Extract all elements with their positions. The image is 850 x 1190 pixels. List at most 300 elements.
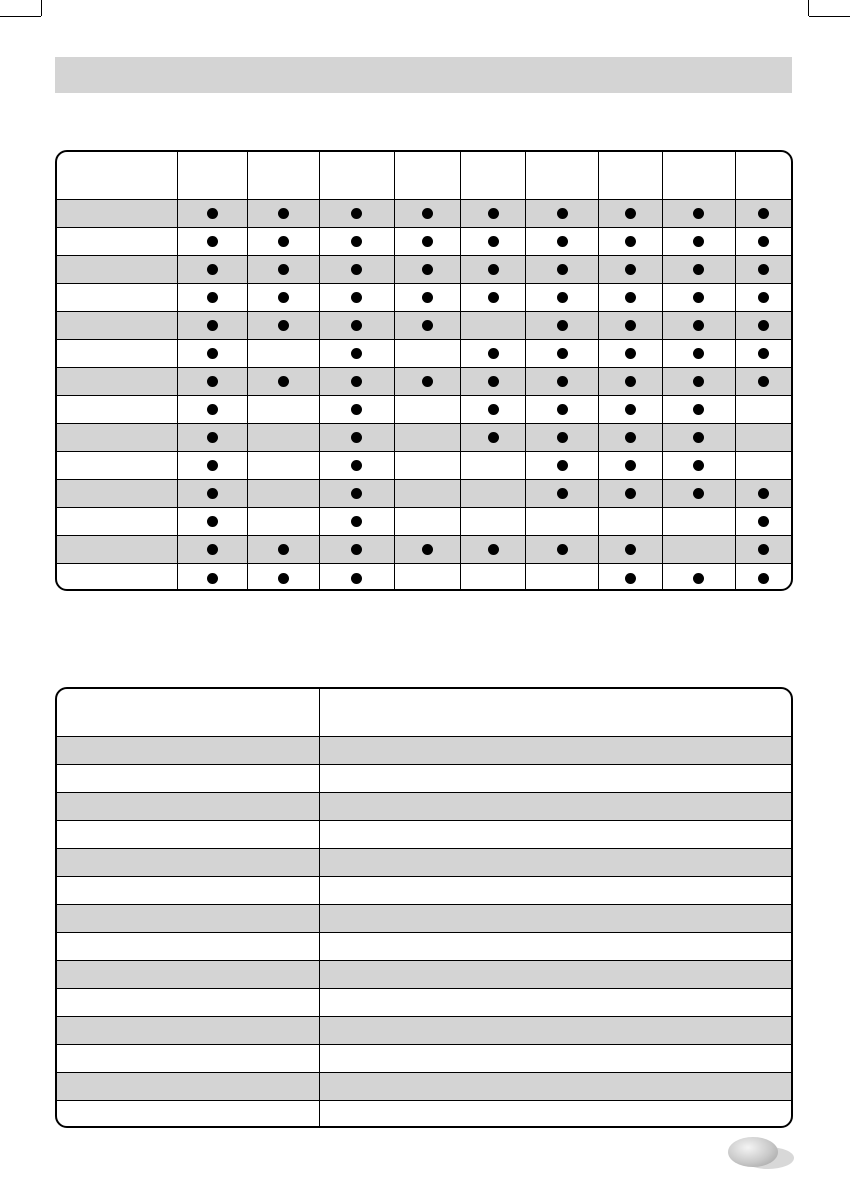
description-term-cell xyxy=(57,764,320,792)
bullet-dot-icon xyxy=(351,320,362,331)
bullet-dot-icon xyxy=(422,292,433,303)
bullet-dot-icon xyxy=(278,208,289,219)
description-term-cell xyxy=(57,1044,320,1072)
features-cell xyxy=(177,479,248,507)
bullet-dot-icon xyxy=(625,292,636,303)
bullet-dot-icon xyxy=(278,544,289,555)
features-cell xyxy=(599,339,663,367)
features-cell xyxy=(461,423,526,451)
features-row-label xyxy=(57,395,177,423)
description-table xyxy=(55,687,793,1128)
description-term-cell xyxy=(57,932,320,960)
bullet-dot-icon xyxy=(207,573,218,584)
description-row xyxy=(57,960,791,988)
features-cell xyxy=(599,563,663,591)
features-row xyxy=(57,255,791,283)
features-cell xyxy=(319,563,394,591)
features-column-header xyxy=(177,152,248,199)
bullet-dot-icon xyxy=(758,376,769,387)
features-cell xyxy=(735,339,791,367)
features-column-header xyxy=(394,152,461,199)
description-text-cell xyxy=(320,792,791,820)
features-cell xyxy=(525,423,599,451)
features-cell xyxy=(177,507,248,535)
description-row xyxy=(57,932,791,960)
description-term-cell xyxy=(57,792,320,820)
features-column-header xyxy=(525,152,599,199)
features-cell xyxy=(599,227,663,255)
bullet-dot-icon xyxy=(207,208,218,219)
features-cell xyxy=(394,199,461,227)
features-cell xyxy=(248,367,320,395)
bullet-dot-icon xyxy=(693,348,704,359)
features-cell xyxy=(663,563,736,591)
bullet-dot-icon xyxy=(207,320,218,331)
features-cell xyxy=(461,507,526,535)
features-cell xyxy=(177,423,248,451)
features-column-header xyxy=(319,152,394,199)
bullet-dot-icon xyxy=(693,292,704,303)
features-cell xyxy=(525,367,599,395)
features-column-header xyxy=(735,152,791,199)
features-cell xyxy=(177,255,248,283)
bullet-dot-icon xyxy=(625,348,636,359)
features-cell xyxy=(177,283,248,311)
features-cell xyxy=(394,283,461,311)
features-cell xyxy=(735,507,791,535)
features-cell xyxy=(663,367,736,395)
bullet-dot-icon xyxy=(351,292,362,303)
description-row xyxy=(57,736,791,764)
features-cell xyxy=(394,423,461,451)
features-cell xyxy=(248,199,320,227)
features-cell xyxy=(248,479,320,507)
description-header-left xyxy=(57,689,320,736)
description-text-cell xyxy=(320,1016,791,1044)
bullet-dot-icon xyxy=(758,264,769,275)
bullet-dot-icon xyxy=(693,432,704,443)
features-cell xyxy=(735,227,791,255)
description-row xyxy=(57,848,791,876)
description-text-cell xyxy=(320,764,791,792)
features-cell xyxy=(461,563,526,591)
features-cell xyxy=(599,395,663,423)
features-cell xyxy=(394,395,461,423)
features-cell xyxy=(319,535,394,563)
features-row-label xyxy=(57,227,177,255)
bullet-dot-icon xyxy=(207,488,218,499)
description-row xyxy=(57,1100,791,1128)
features-cell xyxy=(248,227,320,255)
bullet-dot-icon xyxy=(625,320,636,331)
bullet-dot-icon xyxy=(422,376,433,387)
bullet-dot-icon xyxy=(488,432,499,443)
features-row-label xyxy=(57,451,177,479)
bullet-dot-icon xyxy=(207,460,218,471)
features-cell xyxy=(248,255,320,283)
features-cell xyxy=(394,255,461,283)
features-cell xyxy=(599,479,663,507)
bullet-dot-icon xyxy=(207,236,218,247)
features-cell xyxy=(525,479,599,507)
features-row-label xyxy=(57,255,177,283)
bullet-dot-icon xyxy=(207,348,218,359)
bullet-dot-icon xyxy=(488,208,499,219)
bullet-dot-icon xyxy=(625,488,636,499)
features-cell xyxy=(461,479,526,507)
features-cell xyxy=(248,283,320,311)
description-term-cell xyxy=(57,736,320,764)
features-row xyxy=(57,451,791,479)
features-row xyxy=(57,227,791,255)
features-cell xyxy=(177,227,248,255)
features-cell xyxy=(248,311,320,339)
features-cell xyxy=(599,367,663,395)
features-cell xyxy=(394,311,461,339)
features-row xyxy=(57,479,791,507)
bullet-dot-icon xyxy=(625,460,636,471)
features-cell xyxy=(525,535,599,563)
bullet-dot-icon xyxy=(693,460,704,471)
crop-mark-left-vertical xyxy=(41,0,42,16)
features-cell xyxy=(525,199,599,227)
bullet-dot-icon xyxy=(278,292,289,303)
bullet-dot-icon xyxy=(422,544,433,555)
features-cell xyxy=(663,311,736,339)
features-cell xyxy=(599,283,663,311)
features-cell xyxy=(177,451,248,479)
features-cell xyxy=(663,227,736,255)
features-cell xyxy=(599,255,663,283)
description-header-row xyxy=(57,689,791,736)
features-cell xyxy=(735,535,791,563)
features-cell xyxy=(663,283,736,311)
features-cell xyxy=(461,535,526,563)
description-row xyxy=(57,1016,791,1044)
bullet-dot-icon xyxy=(488,292,499,303)
features-cell xyxy=(735,199,791,227)
bullet-dot-icon xyxy=(693,236,704,247)
bullet-dot-icon xyxy=(351,348,362,359)
features-row-label xyxy=(57,311,177,339)
features-row-label xyxy=(57,479,177,507)
crop-mark-right-horizontal xyxy=(809,16,850,17)
bullet-dot-icon xyxy=(758,488,769,499)
bullet-dot-icon xyxy=(207,544,218,555)
features-cell xyxy=(663,199,736,227)
features-cell xyxy=(735,451,791,479)
features-cell xyxy=(735,283,791,311)
features-cell xyxy=(394,367,461,395)
description-term-cell xyxy=(57,876,320,904)
features-cell xyxy=(735,423,791,451)
bullet-dot-icon xyxy=(278,236,289,247)
features-cell xyxy=(461,339,526,367)
features-row-label xyxy=(57,367,177,395)
bullet-dot-icon xyxy=(351,376,362,387)
features-row xyxy=(57,283,791,311)
bullet-dot-icon xyxy=(278,376,289,387)
bullet-dot-icon xyxy=(557,404,568,415)
features-cell xyxy=(394,535,461,563)
features-cell xyxy=(663,507,736,535)
bullet-dot-icon xyxy=(625,236,636,247)
features-cell xyxy=(735,367,791,395)
features-cell xyxy=(177,199,248,227)
features-column-header xyxy=(599,152,663,199)
bullet-dot-icon xyxy=(625,208,636,219)
description-term-cell xyxy=(57,960,320,988)
features-cell xyxy=(248,339,320,367)
bullet-dot-icon xyxy=(351,516,362,527)
features-cell xyxy=(319,423,394,451)
features-cell xyxy=(394,227,461,255)
features-cell xyxy=(248,563,320,591)
features-cell xyxy=(525,255,599,283)
bullet-dot-icon xyxy=(557,348,568,359)
bullet-dot-icon xyxy=(693,264,704,275)
features-cell xyxy=(663,451,736,479)
bullet-dot-icon xyxy=(557,376,568,387)
bullet-dot-icon xyxy=(351,264,362,275)
features-cell xyxy=(319,479,394,507)
features-cell xyxy=(663,479,736,507)
features-row-label xyxy=(57,283,177,311)
features-cell xyxy=(319,283,394,311)
description-row xyxy=(57,988,791,1016)
features-cell xyxy=(248,507,320,535)
features-cell xyxy=(599,507,663,535)
bullet-dot-icon xyxy=(422,208,433,219)
features-cell xyxy=(394,451,461,479)
features-row-label xyxy=(57,563,177,591)
description-text-cell xyxy=(320,820,791,848)
bullet-dot-icon xyxy=(625,264,636,275)
features-cell xyxy=(177,563,248,591)
features-cell xyxy=(735,479,791,507)
bullet-dot-icon xyxy=(693,208,704,219)
bullet-dot-icon xyxy=(557,236,568,247)
features-cell xyxy=(461,283,526,311)
bullet-dot-icon xyxy=(422,320,433,331)
features-cell xyxy=(319,395,394,423)
description-term-cell xyxy=(57,1100,320,1128)
bullet-dot-icon xyxy=(351,573,362,584)
features-cell xyxy=(525,339,599,367)
features-cell xyxy=(525,507,599,535)
bullet-dot-icon xyxy=(557,432,568,443)
features-row xyxy=(57,339,791,367)
features-cell xyxy=(735,255,791,283)
bullet-dot-icon xyxy=(488,544,499,555)
features-cell xyxy=(394,339,461,367)
features-cell xyxy=(177,311,248,339)
description-text-cell xyxy=(320,848,791,876)
bullet-dot-icon xyxy=(488,236,499,247)
description-row xyxy=(57,820,791,848)
bullet-dot-icon xyxy=(693,376,704,387)
bullet-dot-icon xyxy=(557,320,568,331)
features-cell xyxy=(177,535,248,563)
bullet-dot-icon xyxy=(557,292,568,303)
features-row xyxy=(57,395,791,423)
features-cell xyxy=(461,311,526,339)
features-column-header xyxy=(461,152,526,199)
features-cell xyxy=(394,563,461,591)
bullet-dot-icon xyxy=(488,264,499,275)
bullet-dot-icon xyxy=(207,376,218,387)
features-cell xyxy=(319,451,394,479)
features-column-header xyxy=(663,152,736,199)
description-header-right xyxy=(320,689,791,736)
bullet-dot-icon xyxy=(207,292,218,303)
features-cell xyxy=(461,451,526,479)
bullet-dot-icon xyxy=(351,432,362,443)
bullet-dot-icon xyxy=(557,264,568,275)
bullet-dot-icon xyxy=(693,573,704,584)
bullet-dot-icon xyxy=(488,348,499,359)
features-header-row xyxy=(57,152,791,199)
features-cell xyxy=(735,395,791,423)
section-header-bar xyxy=(55,57,792,93)
description-text-cell xyxy=(320,932,791,960)
bullet-dot-icon xyxy=(278,573,289,584)
bullet-dot-icon xyxy=(351,460,362,471)
features-row xyxy=(57,507,791,535)
features-cell xyxy=(525,311,599,339)
features-row-label xyxy=(57,199,177,227)
bullet-dot-icon xyxy=(278,264,289,275)
features-cell xyxy=(319,339,394,367)
description-term-cell xyxy=(57,848,320,876)
bullet-dot-icon xyxy=(488,404,499,415)
description-text-cell xyxy=(320,1100,791,1128)
features-cell xyxy=(599,423,663,451)
description-term-cell xyxy=(57,1072,320,1100)
features-cell xyxy=(461,395,526,423)
bullet-dot-icon xyxy=(351,544,362,555)
features-cell xyxy=(735,311,791,339)
features-cell xyxy=(599,199,663,227)
features-cell xyxy=(525,395,599,423)
description-term-cell xyxy=(57,988,320,1016)
features-cell xyxy=(525,451,599,479)
features-cell xyxy=(663,535,736,563)
description-row xyxy=(57,1072,791,1100)
features-cell xyxy=(394,507,461,535)
bullet-dot-icon xyxy=(488,376,499,387)
features-cell xyxy=(394,479,461,507)
description-text-cell xyxy=(320,1072,791,1100)
features-cell xyxy=(663,423,736,451)
features-cell xyxy=(525,563,599,591)
features-cell xyxy=(599,535,663,563)
features-cell xyxy=(525,283,599,311)
features-table xyxy=(55,150,793,591)
features-cell xyxy=(735,563,791,591)
features-cell xyxy=(177,395,248,423)
description-row xyxy=(57,904,791,932)
description-text-cell xyxy=(320,736,791,764)
features-cell xyxy=(461,199,526,227)
bullet-dot-icon xyxy=(351,488,362,499)
features-row-label xyxy=(57,423,177,451)
bullet-dot-icon xyxy=(625,404,636,415)
description-row xyxy=(57,876,791,904)
description-text-cell xyxy=(320,960,791,988)
bullet-dot-icon xyxy=(207,516,218,527)
description-term-cell xyxy=(57,820,320,848)
features-cell xyxy=(663,395,736,423)
description-term-cell xyxy=(57,1016,320,1044)
bullet-dot-icon xyxy=(351,208,362,219)
bullet-dot-icon xyxy=(693,488,704,499)
features-cell xyxy=(319,367,394,395)
bullet-dot-icon xyxy=(693,320,704,331)
bullet-dot-icon xyxy=(207,404,218,415)
features-row xyxy=(57,423,791,451)
features-column-header xyxy=(248,152,320,199)
features-cell xyxy=(319,311,394,339)
description-row xyxy=(57,1044,791,1072)
bullet-dot-icon xyxy=(207,432,218,443)
bullet-dot-icon xyxy=(758,292,769,303)
bullet-dot-icon xyxy=(625,573,636,584)
features-cell xyxy=(461,255,526,283)
features-cell xyxy=(248,395,320,423)
features-cell xyxy=(663,255,736,283)
bullet-dot-icon xyxy=(422,264,433,275)
bullet-dot-icon xyxy=(758,516,769,527)
bullet-dot-icon xyxy=(758,573,769,584)
description-row xyxy=(57,792,791,820)
features-cell xyxy=(319,255,394,283)
bullet-dot-icon xyxy=(758,208,769,219)
features-cell xyxy=(248,451,320,479)
bullet-dot-icon xyxy=(557,208,568,219)
crop-mark-right-vertical xyxy=(808,0,809,16)
features-cell xyxy=(248,423,320,451)
bullet-dot-icon xyxy=(422,236,433,247)
description-row xyxy=(57,764,791,792)
bullet-dot-icon xyxy=(351,236,362,247)
features-row xyxy=(57,563,791,591)
features-cell xyxy=(461,227,526,255)
bullet-dot-icon xyxy=(758,320,769,331)
page-number-badge xyxy=(728,1137,778,1167)
bullet-dot-icon xyxy=(758,544,769,555)
description-text-cell xyxy=(320,1044,791,1072)
description-text-cell xyxy=(320,988,791,1016)
bullet-dot-icon xyxy=(557,544,568,555)
features-cell xyxy=(461,367,526,395)
features-cell xyxy=(599,311,663,339)
bullet-dot-icon xyxy=(557,488,568,499)
description-text-cell xyxy=(320,904,791,932)
bullet-dot-icon xyxy=(625,544,636,555)
bullet-dot-icon xyxy=(557,460,568,471)
features-row xyxy=(57,199,791,227)
bullet-dot-icon xyxy=(207,264,218,275)
features-row-label xyxy=(57,535,177,563)
features-row-label xyxy=(57,339,177,367)
features-cell xyxy=(319,507,394,535)
features-cell xyxy=(177,367,248,395)
features-cell xyxy=(248,535,320,563)
features-cell xyxy=(177,339,248,367)
bullet-dot-icon xyxy=(693,404,704,415)
features-corner-cell xyxy=(57,152,177,199)
